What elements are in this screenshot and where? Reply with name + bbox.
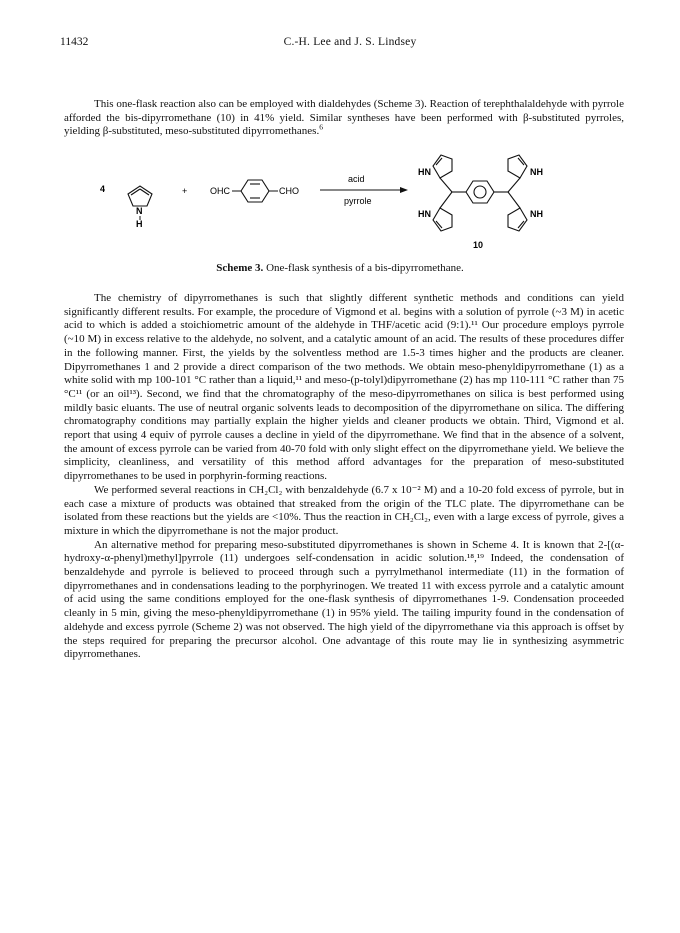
plus-sign: + xyxy=(182,186,188,196)
arrow-bottom-label: pyrrole xyxy=(344,196,372,206)
body-paragraph-1: The chemistry of dipyrromethanes is such that slightly different synthetic methods and conditions can yield significantly different results. For example, the procedure of Vigmond et al. begins with a solution of pyrrole (~3 M) in acetic acid to which is added a stoichiometric amount of the aldehyde in THF/acetic acid (9:1).¹¹ Our procedure employs pyrrole (~10 M) in excess relative to the aldehyde, no solvent, and a catalytic amount of an acid. The results of these procedures differ in the following manner. First, the yields by the solventless method are 1.5-3 times higher and the products are cleaner. Dipyrromethanes 1 and 2 provide a direct comparison of the two methods. We obtain meso-phenyldipyrromethane (1) as a white solid with mp 100-101 °C rather than a liquid,¹¹ and meso-(p-tolyl)dipyrromethane (2) has mp 110-111 °C rather than 75 °C¹¹ (or an oil¹³). Second, we find that the chromatography of the meso-dipyrromethanes on silica is best performed using mildly basic eluants. The use of neutral organic solvents leads to decomposition of the dipyrromethane on silica. The differing chromatography conditions may partially explain the higher yields and cleaner products we obtain. Third, Vigmond et al. report that using 4 equiv of pyrrole causes a decline in yield of the dipyrromethane. We find that in the absence of a solvent, the amount of excess pyrrole can be varied from 40-70 fold with only slight effect on the dipyrromethane yield. We believe the simplicity, cleanliness, and versatility of this method afford advantages for the preparation of meso-substituted dipyrromethanes to be used in porphyrin-forming reactions. xyxy=(64,292,624,483)
scheme-caption xyxy=(0,262,680,274)
body-paragraph-3: An alternative method for preparing meso-substituted dipyrromethanes is shown in Scheme 4. It is known that 2-[(α-hydroxy-α-phenyl)methyl]pyrrole (11) undergoes self-condensation in acidic solution.¹⁸,¹⁹ Indeed, the condensation of benzaldehyde and pyrrole is believed to proceed through such a pyrrylmethanol intermediate (11) in the formation of dipyrromethanes and in condensations leading to the porphyrinogen. We treated 11 with excess pyrrole and a catalytic amount of acid using the same conditions employed for the one-flask synthesis of dipyrromethanes 1-9. Condensation proceeded cleanly in 5 min, giving the meso-phenyldipyrromethane (1) in 95% yield. The tailing impurity found in the condensation of aldehyde and excess pyrrole (Scheme 2) was not observed. The high yield of the dipyrromethane via this approach is offset by the steps required for preparing the precursor alcohol. One advantage of this route may lie in synthesizing asymmetric dipyrromethanes. xyxy=(64,538,624,661)
caption-text: One-flask synthesis of a bis-dipyrromethane. xyxy=(266,262,464,274)
aldehyde-left-label: OHC xyxy=(210,186,230,196)
page-number: 11432 xyxy=(60,36,89,48)
pyrrole-h-label: H xyxy=(136,219,143,229)
intro-paragraph-block xyxy=(64,98,624,139)
arrow-top-label: acid xyxy=(348,174,365,184)
intro-paragraph: This one-flask reaction also can be employed with dialdehydes (Scheme 3). Reaction of terephthalaldehyde with pyrrole afforded the bis-dipyrromethane (10) in 41% yield. Similar syntheses have been performed with β-substituted pyrroles, yielding β-substituted, meso-substituted dipyrromethanes. xyxy=(64,98,624,138)
aldehyde-right-label: CHO xyxy=(279,186,299,196)
page-header xyxy=(60,36,640,52)
scheme-3-diagram xyxy=(100,150,580,260)
bis-dipyrromethane-structure xyxy=(433,155,527,231)
running-authors: C.-H. Lee and J. S. Lindsey xyxy=(283,36,417,48)
pyrrole-n-label: N xyxy=(136,206,143,216)
arrow-head xyxy=(400,187,408,193)
caption-label: Scheme 3. xyxy=(216,262,264,274)
body-text xyxy=(64,292,624,662)
pyrrole-structure xyxy=(128,186,152,206)
benzene-ring xyxy=(241,180,269,202)
product-nh-label-3: HN xyxy=(418,209,431,219)
intro-reference: 6 xyxy=(319,122,323,132)
product-nh-label-2: NH xyxy=(530,167,543,177)
body-paragraph-2: We performed several reactions in CH₂Cl₂ with benzaldehyde (6.7 x 10⁻² M) and a 10-20 fold excess of pyrrole, but in each case a mixture of products was obtained that streaked from the origin of the TLC plate. The dipyrromethane can be isolated from these reactions but the yields are <10%. Thus the reaction in CH₂Cl₂, even with a large excess of pyrrole, gives a mixture in which the dipyrromethane is not the major product. xyxy=(64,483,624,537)
product-nh-label-1: HN xyxy=(418,167,431,177)
compound-number: 10 xyxy=(473,240,484,250)
coefficient-label: 4 xyxy=(100,184,106,194)
product-nh-label-4: NH xyxy=(530,209,543,219)
